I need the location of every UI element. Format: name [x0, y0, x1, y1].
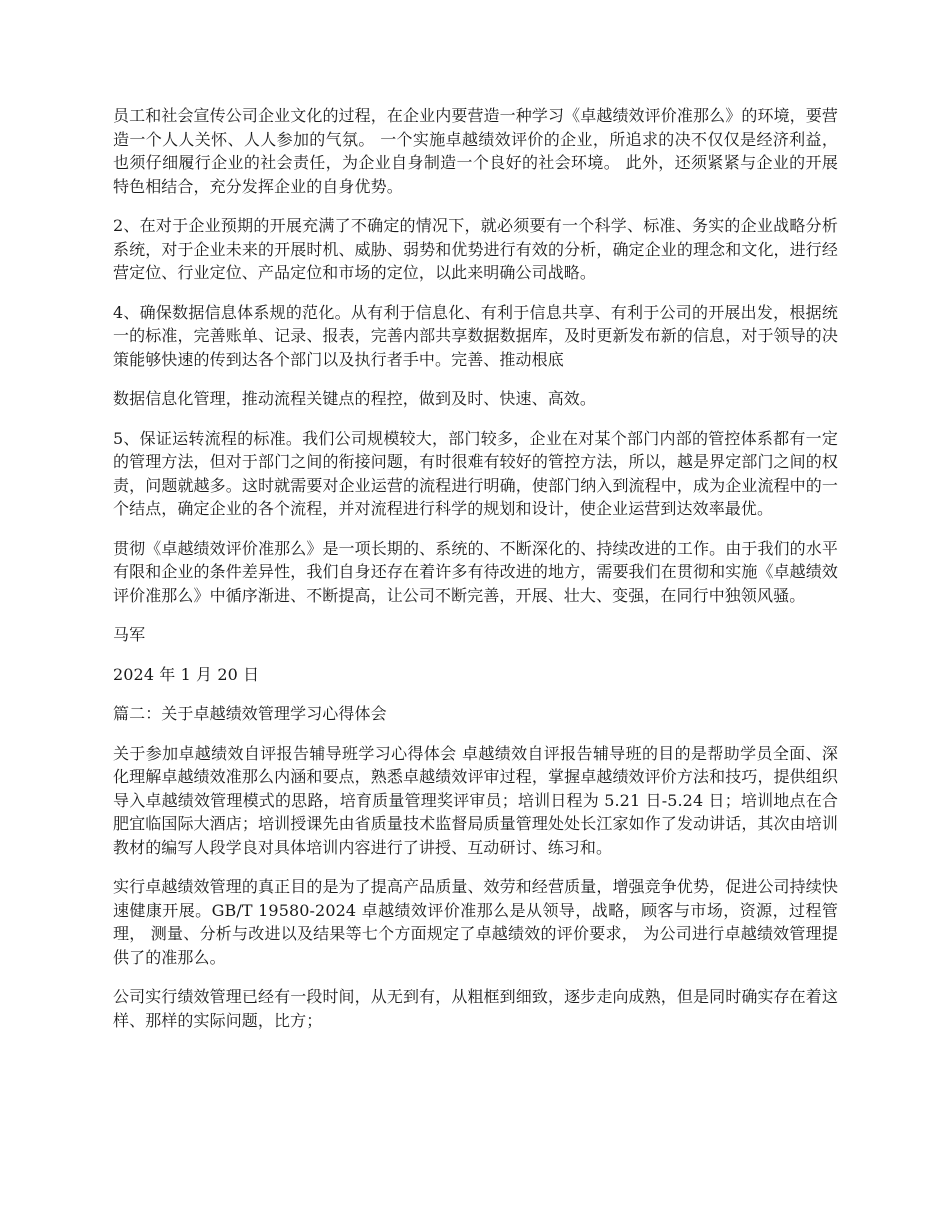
- paragraph-conclusion: 贯彻《卓越绩效评价准那么》是一项长期的、系统的、不断深化的、持续改进的工作。由于我们的水平有限和企业的条件差异性，我们自身还存在着许多有待改进的地方，需要我们在贯彻和实施《卓越绩效评价准那么》中循序渐进、不断提高，让公司不断完善，开展、壮大、变强，在同行中独领风骚。: [113, 538, 838, 605]
- document-date: 2024 年 1 月 20 日: [113, 664, 260, 684]
- document-body: [113, 104, 838, 1048]
- paragraph-item-5: 5、保证运转流程的标准。我们公司规模较大，部门较多，企业在对某个部门内部的管控体系都有一定的管理方法，但对于部门之间的衔接问题，有时很难有较好的管控方法，所以，越是界定部门之间的权责，问题就越多。这时就需要对企业运营的流程进行明确，使部门纳入到流程中，成为企业流程中的一个结点，确定企业的各个流程，并对流程进行科学的规划和设计，使企业运营到达效率最优。: [113, 428, 838, 518]
- paragraph-item-4: 4、确保数据信息体系规的范化。从有利于信息化、有利于信息共享、有利于公司的开展出发，根据统一的标准，完善账单、记录、报表，完善内部共享数据数据库，及时更新发布新的信息，对于领导的决策能够快速的传到达各个部门以及执行者手中。完善、推动根底: [113, 302, 838, 369]
- paragraph-current-status: 公司实行绩效管理已经有一段时间，从无到有，从粗框到细致，逐步走向成熟，但是同时确实存在着这样、那样的实际问题，比方；: [113, 987, 838, 1030]
- paragraph-culture: 员工和社会宣传公司企业文化的过程，在企业内要营造一种学习《卓越绩效评价准那么》的环境，要营造一个人人关怀、人人参加的气氛。 一个实施卓越绩效评价的企业，所追求的决不仅仅是经济利益，也须仔细履行企业的社会责任，为企业自身制造一个良好的社会环境。 此外，还须紧紧与企业的开展特色相结合，充分发挥企业的自身优势。: [113, 106, 838, 196]
- paragraph-purpose: 实行卓越绩效管理的真正目的是为了提高产品质量、效劳和经营质量，增强竞争优势，促进公司持续快速健康开展。GB/T 19580-2024 卓越绩效评价准那么是从领导，战略，顾客与市场，资源，过程管理， 测量、分析与改进以及结果等七个方面规定了卓越绩效的评价要求， 为公司进行卓越绩效管理提供了的准那么。: [113, 877, 838, 967]
- author-name: 马军: [113, 625, 146, 644]
- paragraph-item-2: 2、在对于企业预期的开展充满了不确定的情况下，就必须要有一个科学、标准、务实的企业战略分析系统，对于企业未来的开展时机、威胁、弱势和优势进行有效的分析，确定企业的理念和文化，进行经营定位、行业定位、产品定位和市场的定位，以此来明确公司战略。: [113, 216, 838, 282]
- paragraph-item-4-continued: 数据信息化管理，推动流程关键点的程控，做到及时、快速、高效。: [113, 389, 597, 408]
- section-heading: 篇二：关于卓越绩效管理学习心得体会: [113, 704, 387, 723]
- paragraph-training: 关于参加卓越绩效自评报告辅导班学习心得体会 卓越绩效自评报告辅导班的目的是帮助学员全面、深化理解卓越绩效准那么内涵和要点，熟悉卓越绩效评审过程，掌握卓越绩效评价方法和技巧，提供组织导入卓越绩效管理模式的思路，培育质量管理奖评审员；培训日程为 5.21 日-5.24 日；培训地点在合肥宜临国际大酒店；培训授课先由省质量技术监督局质量管理处处长江家如作了发动讲话，其次由培训教材的编写人段学良对具体培训内容进行了讲授、互动研讨、练习和。: [113, 743, 838, 857]
